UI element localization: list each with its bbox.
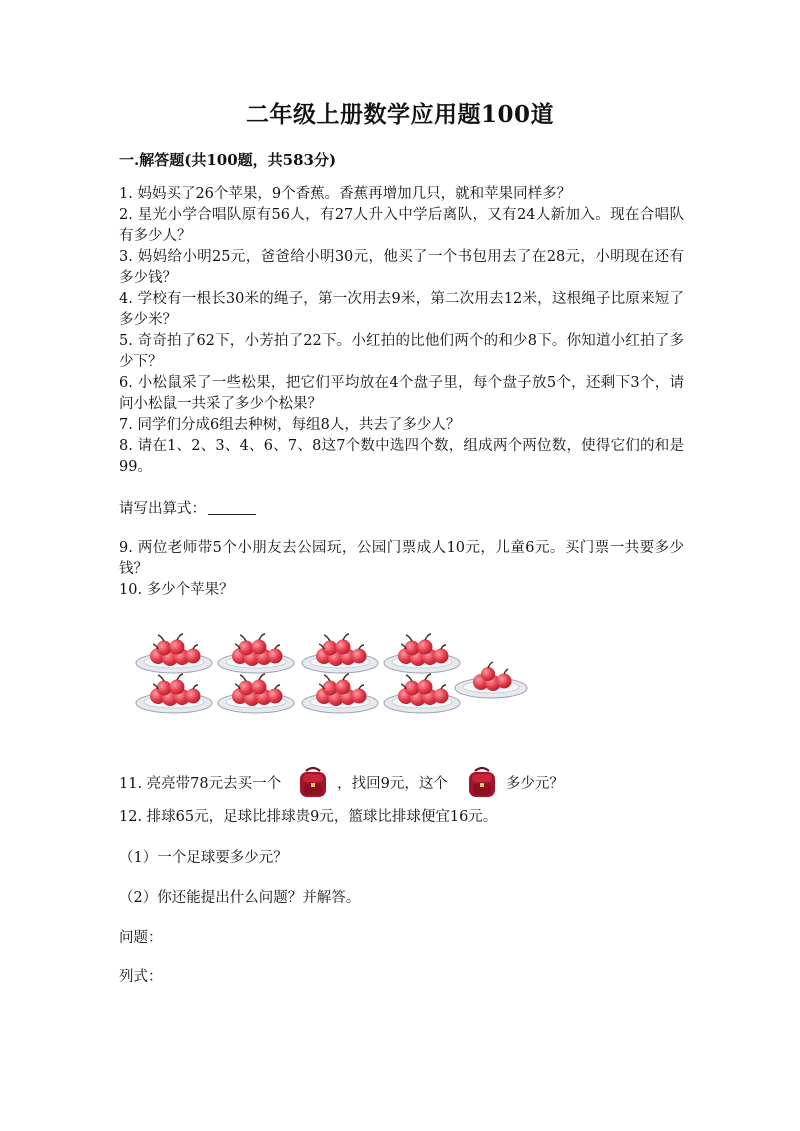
question-label: 问题：	[119, 930, 163, 946]
backpack-icon	[464, 764, 500, 800]
question-2: 2. 星光小学合唱队原有56人，有27人升入中学后离队，又有24人新加入。现在合唱队有多少人？	[119, 207, 684, 244]
section-heading: 一.解答题(共100题，共583分)	[119, 151, 337, 169]
page-title: 二年级上册数学应用题100道	[245, 101, 554, 128]
question-1: 1. 妈妈买了26个苹果，9个香蕉。香蕉再增加几只，就和苹果同样多？	[119, 186, 572, 202]
question-4: 4. 学校有一根长30米的绳子，第一次用去9米，第二次用去12米，这根绳子比原来短了多少米？	[119, 291, 684, 328]
question-10: 10. 多少个苹果？	[119, 582, 234, 598]
plate-icon	[136, 674, 212, 713]
question-12-sub-2: （2）你还能提出什么问题？并解答。	[119, 890, 361, 906]
answer-blank[interactable]	[208, 500, 256, 515]
question-12: 12. 排球65元，足球比排球贵9元，篮球比排球便宜16元。	[119, 809, 498, 825]
q11-text-2: ，找回9元，这个	[337, 775, 448, 792]
formula-label: 列式：	[119, 969, 163, 985]
backpack-icon	[295, 764, 331, 800]
question-8: 8. 请在1、2、3、4、6、7、8这7个数中选四个数，组成两个两位数，使得它们的和是99。	[119, 438, 684, 475]
q8-prompt: 请写出算式：	[119, 501, 206, 517]
plate-icon	[302, 634, 378, 673]
question-11	[119, 762, 564, 802]
plate-icon	[218, 674, 294, 713]
plate-icon	[384, 674, 460, 713]
questions-1-8	[119, 184, 684, 478]
apple-plates-picture	[134, 633, 534, 725]
plate-icon	[218, 634, 294, 673]
plate-icon	[455, 662, 527, 698]
question-12-sub-1: （1）一个足球要多少元？	[119, 850, 288, 866]
q11-text-1: 11. 亮亮带78元去买一个	[119, 775, 282, 792]
q11-text-3: 多少元？	[505, 775, 564, 792]
q8-answer-line	[119, 499, 256, 520]
question-5: 5. 奇奇拍了62下，小芳拍了22下。小红拍的比他们两个的和少8下。你知道小红拍了多少下？	[119, 333, 684, 370]
question-7: 7. 同学们分成6组去种树，每组8人，共去了多少人？	[119, 417, 461, 433]
plate-icon	[302, 674, 378, 713]
question-9: 9. 两位老师带5个小朋友去公园玩，公园门票成人10元，儿童6元。买门票一共要多少钱？	[119, 540, 684, 577]
plate-icon	[384, 634, 460, 673]
questions-9-10	[119, 538, 684, 601]
plate-icon	[136, 634, 212, 673]
question-6: 6. 小松鼠采了一些松果，把它们平均放在4个盘子里，每个盘子放5个，还剩下3个，请问小松鼠一共采了多少个松果？	[119, 375, 684, 412]
question-3: 3. 妈妈给小明25元，爸爸给小明30元，他买了一个书包用去了在28元，小明现在还有多少钱？	[119, 249, 684, 286]
